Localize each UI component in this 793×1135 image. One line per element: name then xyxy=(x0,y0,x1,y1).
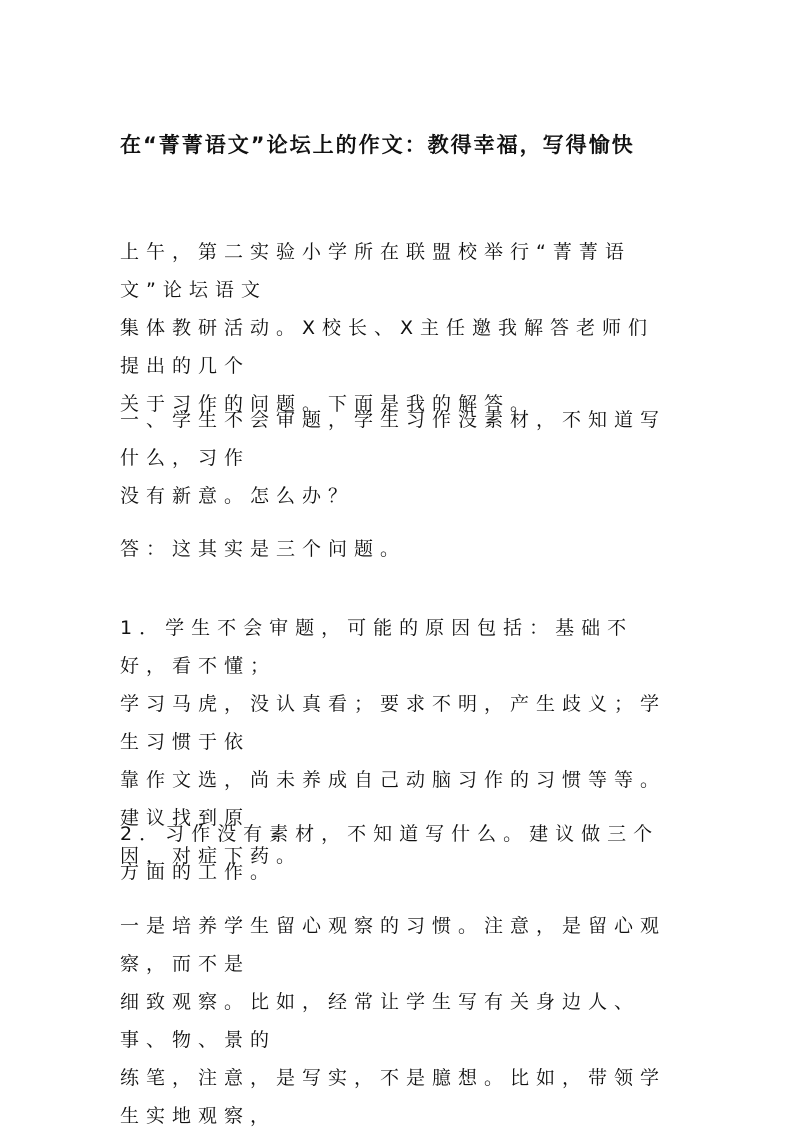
text-line: 一是培养学生留心观察的习惯。注意，是留心观察，而不是 xyxy=(120,915,667,975)
paragraph-question-1 xyxy=(120,401,680,515)
text-line: 关于习作的问题。下面是我的解答。 xyxy=(120,393,537,415)
paragraph-point-2 xyxy=(120,815,680,891)
text-line: 2．习作没有素材，不知道写什么。建议做三个方面的工作。 xyxy=(120,823,660,883)
text-line: 没有新意。怎么办？ xyxy=(120,485,355,507)
text-line: 因，对症下药。 xyxy=(120,845,303,867)
text-line: 细致观察。比如，经常让学生写有关身边人、事、物、景的 xyxy=(120,991,641,1051)
paragraph-intro xyxy=(120,233,680,423)
text-line: 答：这其实是三个问题。 xyxy=(120,538,407,560)
document-title: 在“菁菁语文”论坛上的作文：教得幸福，写得愉快 xyxy=(120,133,635,157)
text-line: 上午，第二实验小学所在联盟校举行“菁菁语文”论坛语文 xyxy=(120,241,631,301)
text-line: 学习马虎，没认真看；要求不明，产生歧义；学生习惯于依 xyxy=(120,693,667,753)
text-line: 一、学生不会审题，学生习作没素材，不知道写什么，习作 xyxy=(120,409,667,469)
text-line: 靠作文选，尚未养成自己动脑习作的习惯等等。建议找到原 xyxy=(120,769,667,829)
text-line: 练笔，注意，是写实，不是臆想。比如，带领学生实地观察， xyxy=(120,1067,667,1127)
text-line: 集体教研活动。X校长、X主任邀我解答老师们提出的几个 xyxy=(120,317,655,377)
paragraph-suggestion-1 xyxy=(120,907,680,1135)
paragraph-answer-intro xyxy=(120,530,680,568)
text-line: 1．学生不会审题，可能的原因包括：基础不好，看不懂； xyxy=(120,617,634,677)
